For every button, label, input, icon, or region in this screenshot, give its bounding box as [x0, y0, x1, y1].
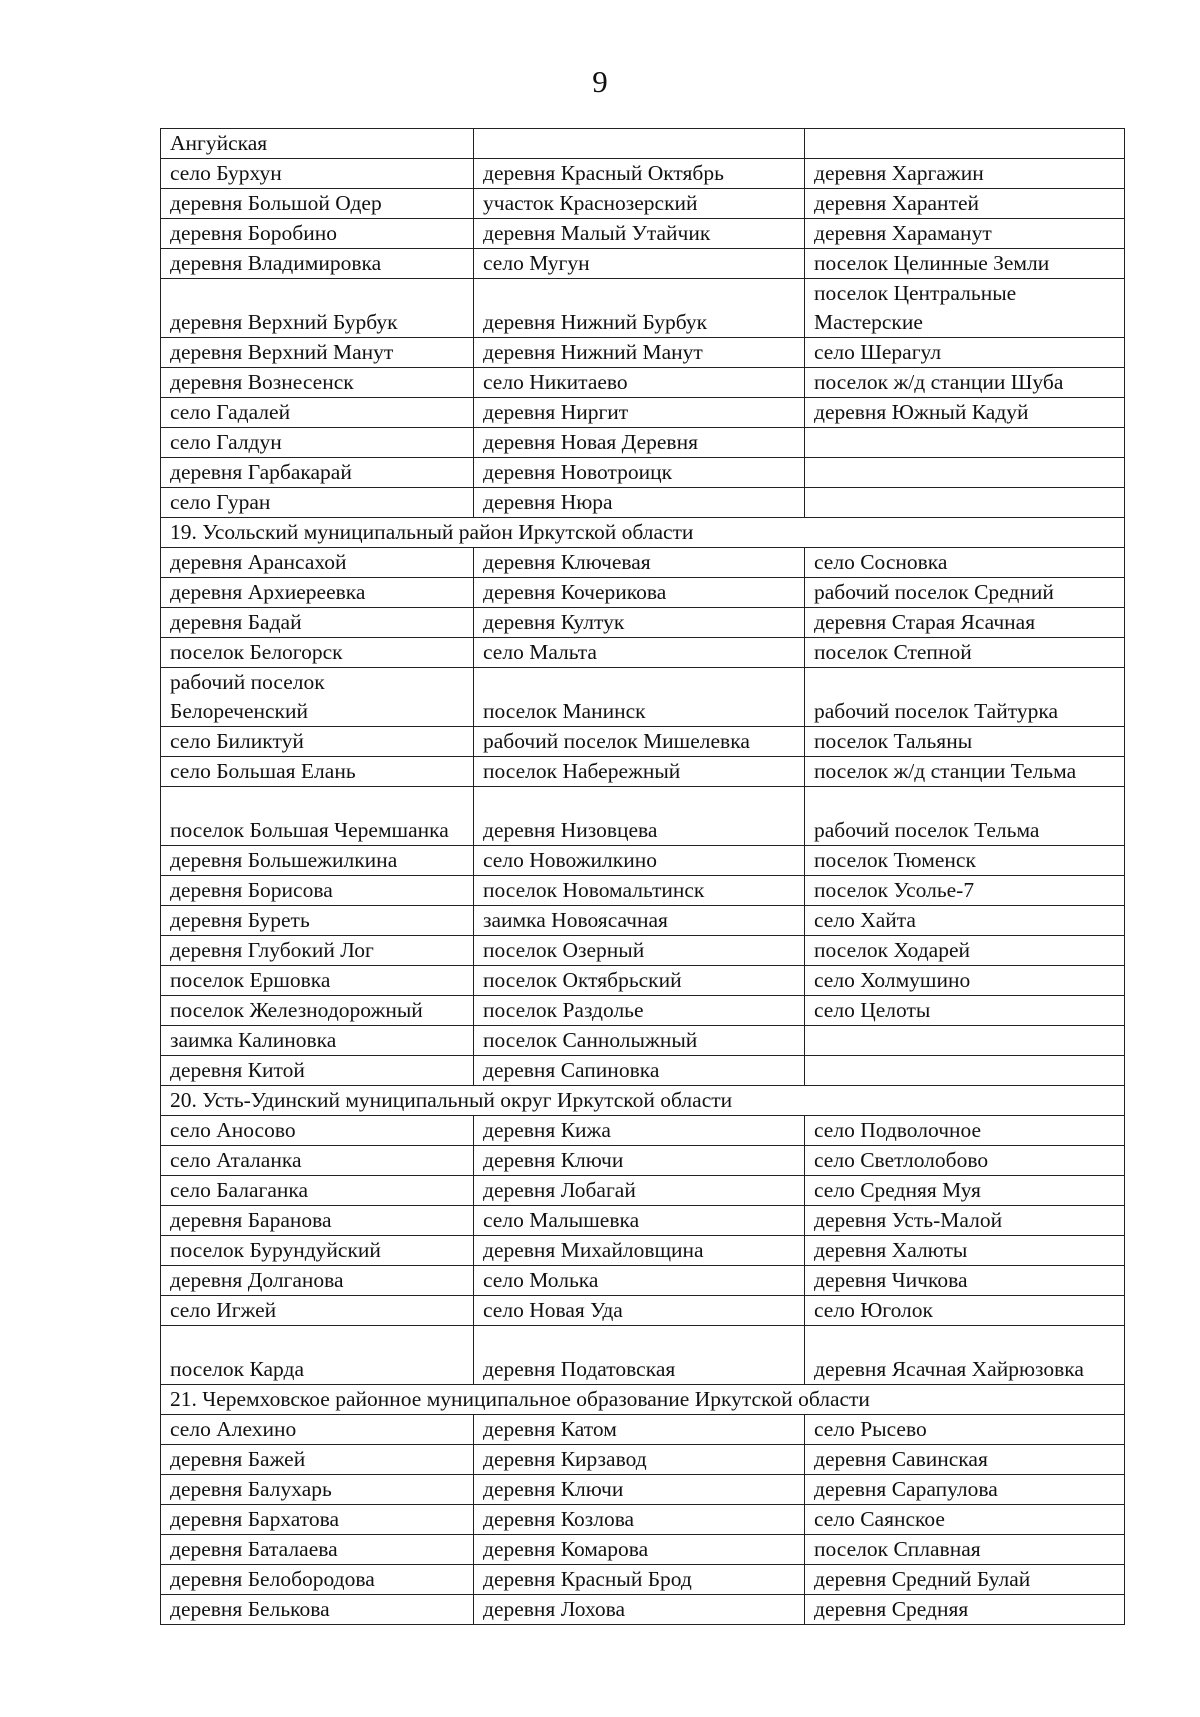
settlement-cell: деревня Красный Брод — [474, 1565, 805, 1595]
table-row — [161, 996, 1125, 1026]
settlement-cell: поселок ж/д станции Шуба — [805, 368, 1125, 398]
settlement-cell: деревня Сарапулова — [805, 1475, 1125, 1505]
settlement-cell: село Сосновка — [805, 548, 1125, 578]
settlement-cell: деревня Бадай — [161, 608, 474, 638]
settlement-cell — [805, 458, 1125, 488]
settlement-cell: рабочий поселок Тайтурка — [805, 668, 1125, 727]
table-row — [161, 159, 1125, 189]
settlement-cell: деревня Ключи — [474, 1475, 805, 1505]
settlement-cell: деревня Верхний Бурбук — [161, 279, 474, 338]
settlement-cell: село Бурхун — [161, 159, 474, 189]
settlement-cell: деревня Харгажин — [805, 159, 1125, 189]
settlement-cell: деревня Белобородова — [161, 1565, 474, 1595]
settlement-cell: поселок Сплавная — [805, 1535, 1125, 1565]
settlement-cell: деревня Податовская — [474, 1326, 805, 1385]
settlement-cell: деревня Ключи — [474, 1146, 805, 1176]
settlement-cell: деревня Южный Кадуй — [805, 398, 1125, 428]
settlement-cell: поселок Усолье-7 — [805, 876, 1125, 906]
settlement-cell: деревня Чичкова — [805, 1266, 1125, 1296]
settlement-cell: деревня Новая Деревня — [474, 428, 805, 458]
table-row — [161, 876, 1125, 906]
settlement-cell: деревня Усть-Малой — [805, 1206, 1125, 1236]
table-row — [161, 1445, 1125, 1475]
table-row — [161, 1565, 1125, 1595]
settlement-cell: деревня Козлова — [474, 1505, 805, 1535]
settlement-cell: село Мальта — [474, 638, 805, 668]
table-row — [161, 1505, 1125, 1535]
settlement-cell: село Юголок — [805, 1296, 1125, 1326]
settlement-cell: деревня Савинская — [805, 1445, 1125, 1475]
settlement-cell: поселок Октябрьский — [474, 966, 805, 996]
settlement-cell: деревня Малый Утайчик — [474, 219, 805, 249]
settlement-cell: село Рысево — [805, 1415, 1125, 1445]
settlement-cell — [805, 1026, 1125, 1056]
settlement-cell: село Светлолобово — [805, 1146, 1125, 1176]
table-row — [161, 787, 1125, 846]
settlement-cell: деревня Халюты — [805, 1236, 1125, 1266]
settlement-cell: деревня Балухарь — [161, 1475, 474, 1505]
settlement-cell: поселок Новомальтинск — [474, 876, 805, 906]
settlements-table — [160, 128, 1125, 1625]
settlement-cell: деревня Белькова — [161, 1595, 474, 1625]
settlement-cell: деревня Бажей — [161, 1445, 474, 1475]
page-number: 9 — [592, 64, 608, 99]
settlement-cell: село Аносово — [161, 1116, 474, 1146]
settlement-cell: поселок Саннолыжный — [474, 1026, 805, 1056]
settlement-cell: поселок Железнодорожный — [161, 996, 474, 1026]
table-row — [161, 548, 1125, 578]
table-row — [161, 1326, 1125, 1385]
table-row — [161, 249, 1125, 279]
settlement-cell: деревня Средняя — [805, 1595, 1125, 1625]
settlement-cell: деревня Сапиновка — [474, 1056, 805, 1086]
settlement-cell: село Малышевка — [474, 1206, 805, 1236]
table-row — [161, 1056, 1125, 1086]
table-row — [161, 458, 1125, 488]
settlement-cell: село Мугун — [474, 249, 805, 279]
settlement-cell: село Алехино — [161, 1415, 474, 1445]
settlement-cell — [805, 1056, 1125, 1086]
table-row — [161, 1236, 1125, 1266]
settlement-cell: село Саянское — [805, 1505, 1125, 1535]
table-row — [161, 189, 1125, 219]
table-row — [161, 1146, 1125, 1176]
settlement-cell: село Аталанка — [161, 1146, 474, 1176]
settlement-cell: деревня Буреть — [161, 906, 474, 936]
settlement-cell: деревня Комарова — [474, 1535, 805, 1565]
settlement-cell: рабочий поселок Средний — [805, 578, 1125, 608]
settlement-cell: село Холмушино — [805, 966, 1125, 996]
table-row — [161, 578, 1125, 608]
settlement-cell: деревня Глубокий Лог — [161, 936, 474, 966]
settlement-cell: рабочий поселок Тельма — [805, 787, 1125, 846]
section-title: 20. Усть-Удинский муниципальный округ Иркутской области — [161, 1086, 1125, 1116]
settlement-cell: деревня Большежилкина — [161, 846, 474, 876]
settlement-cell: село Средняя Муя — [805, 1176, 1125, 1206]
settlement-cell: поселок Карда — [161, 1326, 474, 1385]
settlement-cell: поселок Центральные Мастерские — [805, 279, 1125, 338]
table-row — [161, 638, 1125, 668]
settlement-cell: село Новая Уда — [474, 1296, 805, 1326]
settlement-cell: село Биликтуй — [161, 727, 474, 757]
settlement-cell: деревня Кочерикова — [474, 578, 805, 608]
table-row — [161, 488, 1125, 518]
settlement-cell: деревня Нижний Манут — [474, 338, 805, 368]
settlement-cell: деревня Лобагай — [474, 1176, 805, 1206]
settlement-cell: поселок Целинные Земли — [805, 249, 1125, 279]
settlement-cell: поселок Бурундуйский — [161, 1236, 474, 1266]
table-row — [161, 1595, 1125, 1625]
settlement-cell: рабочий поселок Мишелевка — [474, 727, 805, 757]
settlement-cell: деревня Лохова — [474, 1595, 805, 1625]
settlement-cell: деревня Ниргит — [474, 398, 805, 428]
settlement-cell — [805, 488, 1125, 518]
table-row — [161, 1415, 1125, 1445]
settlement-cell: село Подволочное — [805, 1116, 1125, 1146]
settlement-cell: поселок Раздолье — [474, 996, 805, 1026]
settlement-cell: деревня Архиереевка — [161, 578, 474, 608]
settlement-cell: заимка Новоясачная — [474, 906, 805, 936]
settlement-cell: деревня Старая Ясачная — [805, 608, 1125, 638]
settlement-cell: деревня Ключевая — [474, 548, 805, 578]
section-header-row — [161, 1385, 1125, 1415]
section-header-row — [161, 518, 1125, 548]
table-row — [161, 668, 1125, 727]
settlement-cell: рабочий поселок Белореченский — [161, 668, 474, 727]
table-row — [161, 1116, 1125, 1146]
settlement-cell: село Игжей — [161, 1296, 474, 1326]
settlement-cell: деревня Кижа — [474, 1116, 805, 1146]
table-row — [161, 1475, 1125, 1505]
table-row — [161, 1206, 1125, 1236]
settlement-cell: деревня Новотроицк — [474, 458, 805, 488]
settlement-cell: деревня Харантей — [805, 189, 1125, 219]
section-header-row — [161, 1086, 1125, 1116]
settlement-cell: поселок Тальяны — [805, 727, 1125, 757]
settlement-cell: село Новожилкино — [474, 846, 805, 876]
settlement-cell: поселок Набережный — [474, 757, 805, 787]
settlement-cell: деревня Ясачная Хайрюзовка — [805, 1326, 1125, 1385]
settlement-cell: деревня Нижний Бурбук — [474, 279, 805, 338]
settlement-cell: село Целоты — [805, 996, 1125, 1026]
table-row — [161, 727, 1125, 757]
settlement-cell — [474, 129, 805, 159]
settlement-cell: деревня Средний Булай — [805, 1565, 1125, 1595]
settlement-cell: деревня Борисова — [161, 876, 474, 906]
table-row — [161, 906, 1125, 936]
settlement-cell: село Шерагул — [805, 338, 1125, 368]
settlement-cell: деревня Михайловщина — [474, 1236, 805, 1266]
settlement-cell: деревня Нюра — [474, 488, 805, 518]
settlement-cell — [805, 129, 1125, 159]
settlement-cell: деревня Большой Одер — [161, 189, 474, 219]
settlement-cell: деревня Баталаева — [161, 1535, 474, 1565]
settlement-cell: поселок Степной — [805, 638, 1125, 668]
settlement-cell: поселок Манинск — [474, 668, 805, 727]
table-row — [161, 428, 1125, 458]
table-row — [161, 338, 1125, 368]
section-title: 19. Усольский муниципальный район Иркутской области — [161, 518, 1125, 548]
table-row — [161, 846, 1125, 876]
section-title: 21. Черемховское районное муниципальное образование Иркутской области — [161, 1385, 1125, 1415]
settlements-table-body — [161, 129, 1125, 1625]
settlement-cell — [805, 428, 1125, 458]
settlement-cell: деревня Гарбакарай — [161, 458, 474, 488]
settlement-cell: Ангуйская — [161, 129, 474, 159]
table-row — [161, 1296, 1125, 1326]
table-row — [161, 1266, 1125, 1296]
settlement-cell: деревня Низовцева — [474, 787, 805, 846]
table-row — [161, 129, 1125, 159]
settlement-cell: деревня Култук — [474, 608, 805, 638]
settlement-cell: поселок ж/д станции Тельма — [805, 757, 1125, 787]
settlement-cell: село Никитаево — [474, 368, 805, 398]
settlement-cell: село Гадалей — [161, 398, 474, 428]
settlement-cell: село Галдун — [161, 428, 474, 458]
settlement-cell: поселок Большая Черемшанка — [161, 787, 474, 846]
settlement-cell: поселок Ершовка — [161, 966, 474, 996]
table-row — [161, 966, 1125, 996]
settlement-cell: поселок Тюменск — [805, 846, 1125, 876]
settlement-cell: село Балаганка — [161, 1176, 474, 1206]
settlement-cell: деревня Долганова — [161, 1266, 474, 1296]
settlement-cell: деревня Владимировка — [161, 249, 474, 279]
table-row — [161, 219, 1125, 249]
settlement-cell: деревня Арансахой — [161, 548, 474, 578]
table-row — [161, 279, 1125, 338]
settlement-cell: деревня Верхний Манут — [161, 338, 474, 368]
table-row — [161, 1535, 1125, 1565]
settlement-cell: деревня Катом — [474, 1415, 805, 1445]
settlement-cell: село Хайта — [805, 906, 1125, 936]
table-row — [161, 1176, 1125, 1206]
settlement-cell: деревня Баранова — [161, 1206, 474, 1236]
settlement-cell: село Гуран — [161, 488, 474, 518]
settlement-cell: деревня Кирзавод — [474, 1445, 805, 1475]
settlement-cell: деревня Китой — [161, 1056, 474, 1086]
settlement-cell: село Молька — [474, 1266, 805, 1296]
table-row — [161, 608, 1125, 638]
settlement-cell: деревня Боробино — [161, 219, 474, 249]
settlement-cell: поселок Ходарей — [805, 936, 1125, 966]
settlement-cell: деревня Вознесенск — [161, 368, 474, 398]
table-row — [161, 368, 1125, 398]
settlement-cell: деревня Бархатова — [161, 1505, 474, 1535]
table-row — [161, 936, 1125, 966]
table-row — [161, 398, 1125, 428]
settlement-cell: деревня Красный Октябрь — [474, 159, 805, 189]
settlement-cell: заимка Калиновка — [161, 1026, 474, 1056]
settlement-cell: поселок Белогорск — [161, 638, 474, 668]
table-row — [161, 757, 1125, 787]
settlement-cell: село Большая Елань — [161, 757, 474, 787]
settlement-cell: участок Краснозерский — [474, 189, 805, 219]
table-row — [161, 1026, 1125, 1056]
settlement-cell: деревня Хараманут — [805, 219, 1125, 249]
settlement-cell: поселок Озерный — [474, 936, 805, 966]
